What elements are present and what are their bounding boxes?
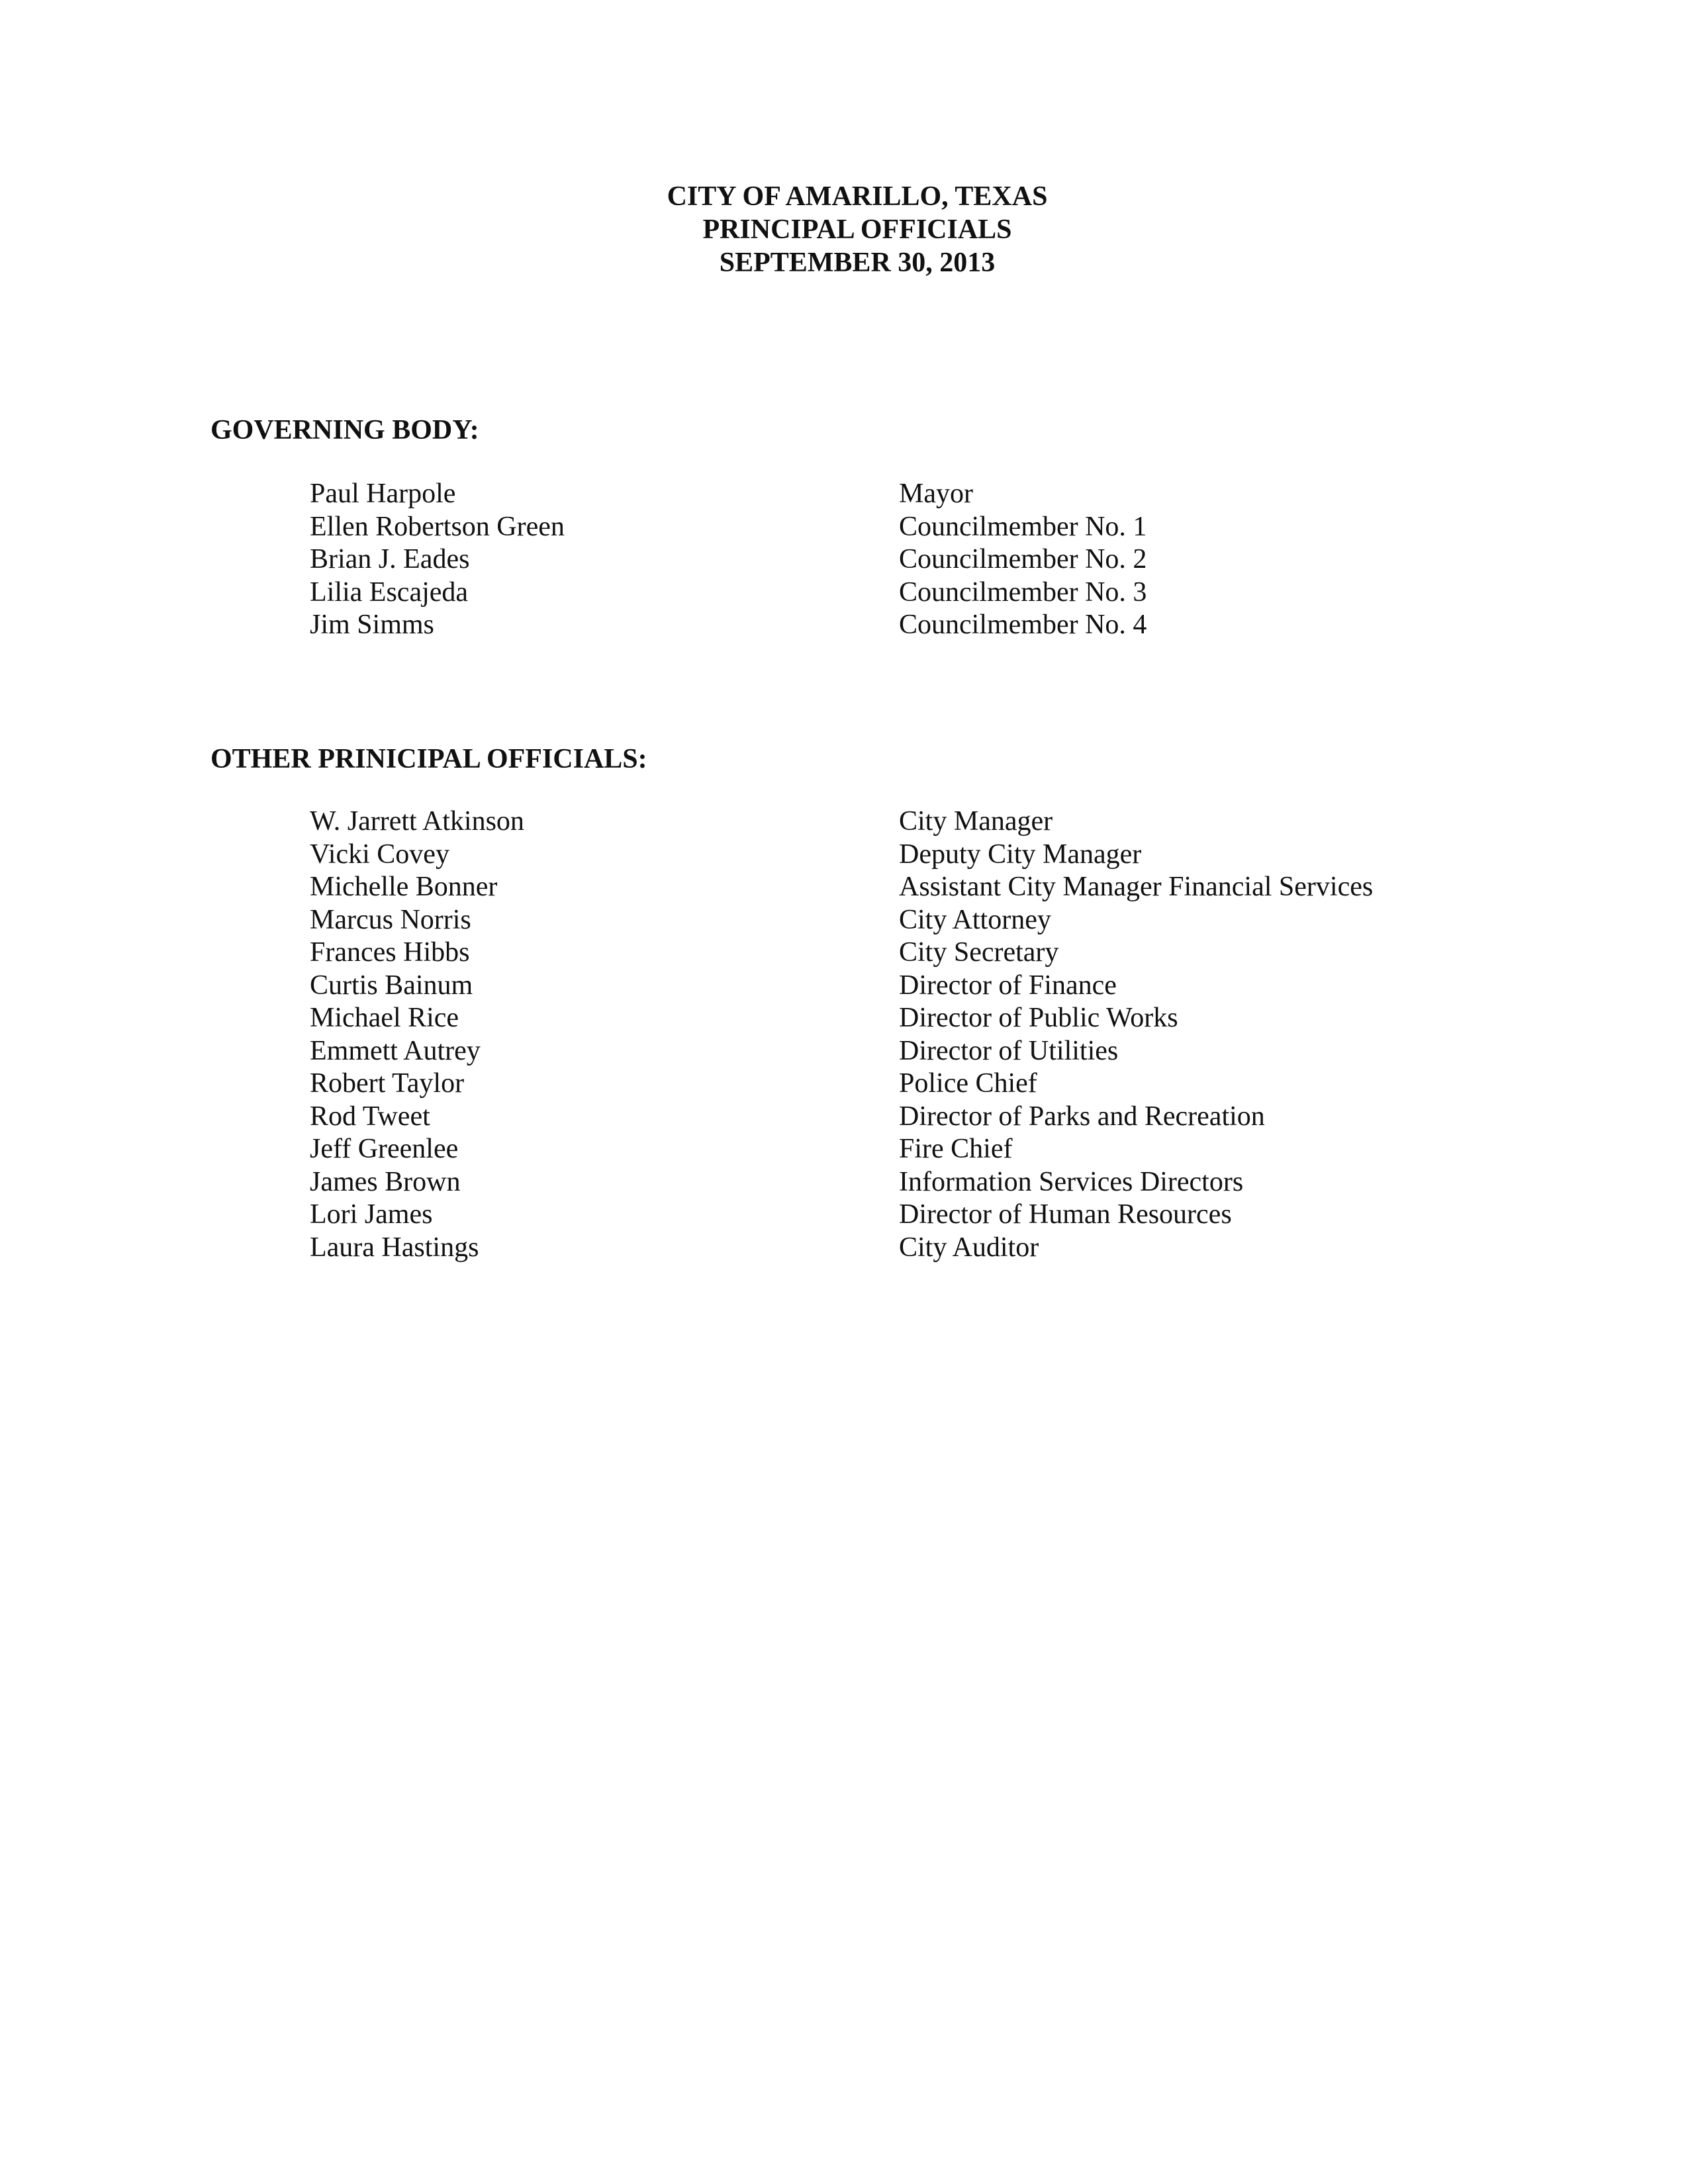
official-title: City Auditor [899, 1232, 1039, 1263]
official-name: Lilia Escajeda [310, 576, 469, 608]
official-row [310, 1232, 1501, 1265]
governing-body-list [310, 478, 1501, 642]
official-name: Michael Rice [310, 1003, 459, 1033]
official-row [310, 1002, 1501, 1035]
official-row [310, 871, 1501, 904]
document-header [0, 180, 1688, 279]
governing-body-heading: GOVERNING BODY: [211, 415, 479, 445]
official-row [310, 1199, 1501, 1232]
official-title: Deputy City Manager [899, 839, 1142, 870]
official-name: Frances Hibbs [310, 937, 470, 968]
header-title: PRINCIPAL OFFICIALS [702, 214, 1012, 245]
official-title: Assistant City Manager Financial Services [899, 872, 1374, 902]
official-name: Rod Tweet [310, 1101, 430, 1132]
official-title: Director of Public Works [899, 1003, 1178, 1033]
official-title: Councilmember No. 2 [899, 544, 1147, 574]
official-row [310, 1101, 1501, 1134]
official-name: Jeff Greenlee [310, 1134, 459, 1164]
official-name: Laura Hastings [310, 1232, 479, 1263]
official-title: Director of Human Resources [899, 1199, 1232, 1230]
header-city: CITY OF AMARILLO, TEXAS [667, 181, 1048, 212]
official-row [310, 1166, 1501, 1199]
official-title: Director of Utilities [899, 1035, 1119, 1066]
official-row [310, 805, 1501, 839]
official-title: City Manager [899, 806, 1053, 837]
official-name: Lori James [310, 1199, 433, 1230]
official-row [310, 839, 1501, 872]
official-name: Jim Simms [310, 610, 434, 640]
official-title: City Secretary [899, 937, 1059, 968]
official-name: Emmett Autrey [310, 1035, 481, 1066]
official-row [310, 936, 1501, 970]
official-name: W. Jarrett Atkinson [310, 806, 524, 837]
official-title: Information Services Directors [899, 1166, 1244, 1197]
official-title: Councilmember No. 4 [899, 610, 1147, 640]
official-title: Police Chief [899, 1068, 1037, 1099]
official-row [310, 609, 1501, 642]
official-title: Fire Chief [899, 1134, 1013, 1164]
official-name: Michelle Bonner [310, 872, 498, 902]
official-title: Councilmember No. 1 [899, 511, 1147, 542]
official-row [310, 1035, 1501, 1068]
official-name: James Brown [310, 1166, 461, 1197]
official-name: Robert Taylor [310, 1068, 465, 1099]
official-row [310, 1068, 1501, 1101]
official-name: Ellen Robertson Green [310, 511, 565, 542]
official-row [310, 511, 1501, 544]
official-row [310, 543, 1501, 576]
official-row [310, 970, 1501, 1003]
official-name: Vicki Covey [310, 839, 449, 870]
header-date: SEPTEMBER 30, 2013 [719, 248, 996, 278]
official-name: Paul Harpole [310, 478, 456, 509]
official-row [310, 1133, 1501, 1166]
official-row [310, 576, 1501, 610]
other-officials-list [310, 805, 1501, 1264]
official-name: Curtis Bainum [310, 970, 473, 1001]
official-name: Brian J. Eades [310, 544, 470, 574]
official-title: Mayor [899, 478, 973, 509]
official-title: City Attorney [899, 904, 1051, 935]
official-row [310, 904, 1501, 937]
other-officials-heading: OTHER PRINICIPAL OFFICIALS: [211, 744, 647, 774]
official-title: Councilmember No. 3 [899, 576, 1147, 608]
official-title: Director of Finance [899, 970, 1117, 1001]
official-row [310, 478, 1501, 511]
official-title: Director of Parks and Recreation [899, 1101, 1265, 1132]
official-name: Marcus Norris [310, 904, 471, 935]
